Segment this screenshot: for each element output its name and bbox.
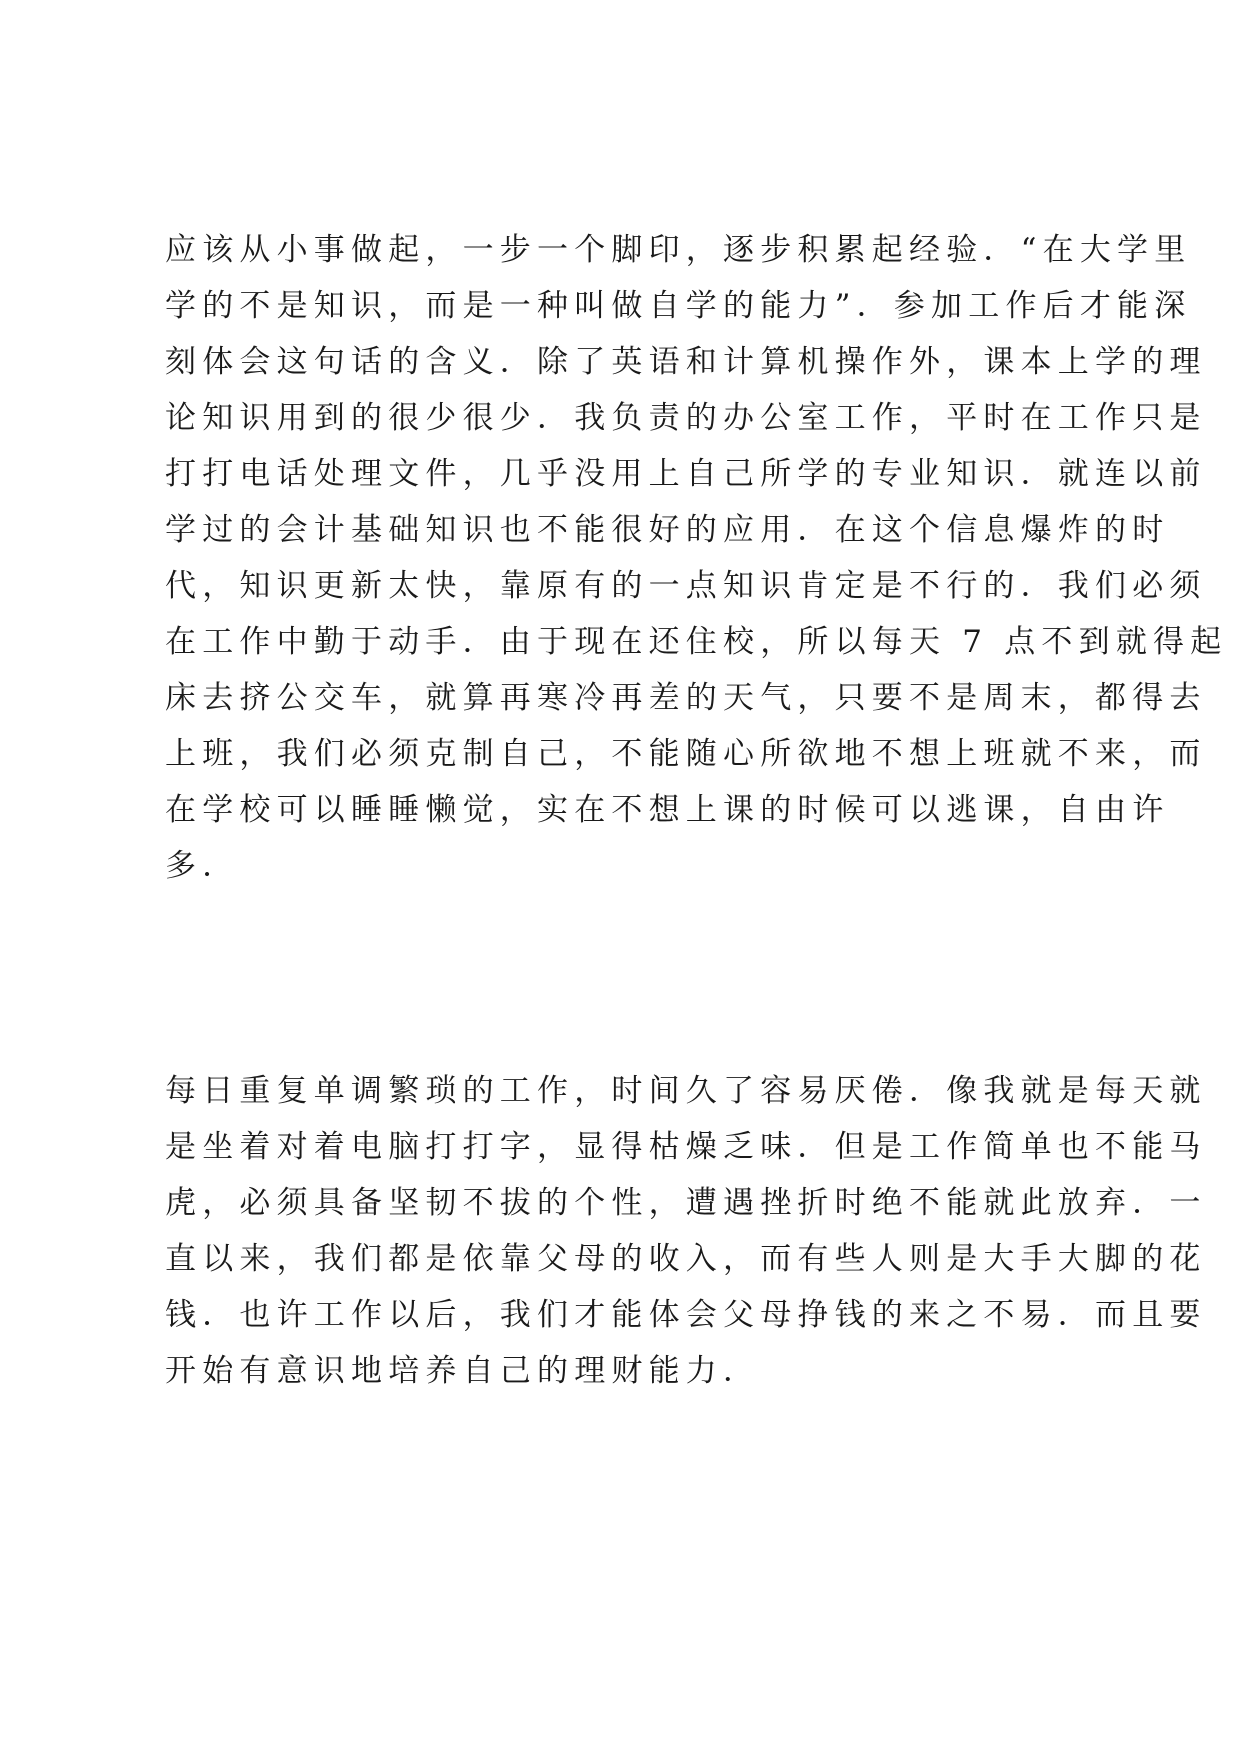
- text-line: 多．: [165, 848, 240, 884]
- text-line: 应该从小事做起，一步一个脚印，逐步积累起经验．“在大学里: [165, 232, 1192, 268]
- text-line: 开始有意识地培养自己的理财能力．: [165, 1353, 761, 1389]
- text-line: 代，知识更新太快，靠原有的一点知识肯定是不行的．我们必须: [165, 568, 1207, 604]
- text-line: 上班，我们必须克制自己，不能随心所欲地不想上班就不来，而: [165, 736, 1207, 772]
- paragraph-routine-work: [165, 1063, 1207, 1399]
- text-line: 直以来，我们都是依靠父母的收入，而有些人则是大手大脚的花: [165, 1241, 1207, 1277]
- text-line: 在学校可以睡睡懒觉，实在不想上课的时候可以逃课，自由许: [165, 792, 1170, 828]
- text-line: 每日重复单调繁琐的工作，时间久了容易厌倦．像我就是每天就: [165, 1073, 1207, 1109]
- text-line: 学过的会计基础知识也不能很好的应用．在这个信息爆炸的时: [165, 512, 1170, 548]
- text-line: 床去挤公交车，就算再寒冷再差的天气，只要不是周末，都得去: [165, 680, 1207, 716]
- text-line: 虎，必须具备坚韧不拔的个性，遭遇挫折时绝不能就此放弃．一: [165, 1185, 1207, 1221]
- text-line: 钱．也许工作以后，我们才能体会父母挣钱的来之不易．而且要: [165, 1297, 1207, 1333]
- text-line: 论知识用到的很少很少．我负责的办公室工作，平时在工作只是: [165, 400, 1207, 436]
- text-line: 是坐着对着电脑打打字，显得枯燥乏味．但是工作简单也不能马: [165, 1129, 1207, 1165]
- text-line: 刻体会这句话的含义．除了英语和计算机操作外，课本上学的理: [165, 344, 1207, 380]
- text-line: 在工作中勤于动手．由于现在还住校，所以每天 7 点不到就得起: [165, 624, 1228, 660]
- paragraph-work-experience: [165, 222, 1228, 894]
- text-line: 打打电话处理文件，几乎没用上自己所学的专业知识．就连以前: [165, 456, 1207, 492]
- text-line: 学的不是知识，而是一种叫做自学的能力”．参加工作后才能深: [165, 288, 1192, 324]
